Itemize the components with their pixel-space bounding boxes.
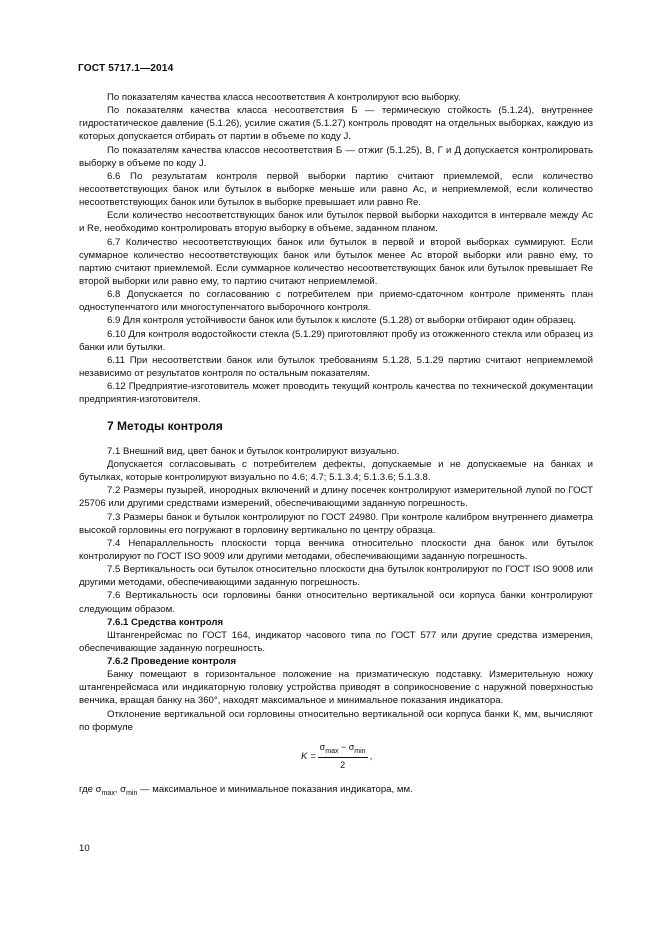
paragraph: По показателям качества классов несоответствия Б — отжиг (5.1.25), В, Г и Д допускается контролировать выборку в объеме по коду J.: [79, 144, 593, 169]
formula: [79, 739, 593, 777]
page-content: [79, 91, 593, 798]
paragraph: 7.5 Вертикальность оси бутылок относительно плоскости дна бутылок контролируют по ГОСТ ISO 9008 или другими методами, обеспечивающими заданную погрешность.: [79, 564, 593, 589]
paragraph: 6.9 Для контроля устойчивости банок или бутылок к кислоте (5.1.28) от выборки отбирают один образец.: [107, 315, 576, 327]
formula-numerator: $\sigma_{max} - \sigma_{min}$: [318, 741, 368, 758]
paragraph: Отклонение вертикальной оси горловины относительно вертикальной оси корпуса банки К, мм, вычисляют по формуле: [79, 708, 593, 733]
paragraph: 7.2 Размеры пузырей, инородных включений и длину посечек контролируют измерительной лупой по ГОСТ 25706 или другими средствами измерений, обеспечивающими заданную погрешность.: [79, 485, 593, 510]
section-title: 7 Методы контроля: [107, 419, 223, 434]
paragraph: 6.11 При несоответствии банок или бутылок требованиям 5.1.28, 5.1.29 партию считают неприемлемой независимо от результатов контроля по остальным показателям.: [79, 354, 593, 379]
formula-legend: где $\sigma_{max}$, $\sigma_{min}$ — максимальное и минимальное показания индикатора, мм.: [79, 783, 413, 797]
paragraph: 7.1 Внешний вид, цвет банок и бутылок контролируют визуально.: [107, 445, 400, 457]
subsection-title: 7.6.2 Проведение контроля: [107, 656, 237, 668]
paragraph: Допускается согласовывать с потребителем дефекты, допускаемые и не допускаемые на банках и бутылках, которые контролируют визуально по 4.6; 4.7; 5.1.3.4; 5.1.3.6; 5.1.3.8.: [79, 458, 593, 484]
paragraph: 6.12 Предприятие-изготовитель может проводить текущий контроль качества по технической документации предприятия-изготовителя.: [79, 381, 593, 406]
paragraph: Если количество несоответствующих банок или бутылок первой выборки находится в интервале между Ас и Re, необходимо контролировать вторую выборку в объеме, заданном планом.: [79, 210, 593, 235]
paragraph: 6.7 Количество несоответствующих банок или бутылок в первой и второй выборках суммируют. Если суммарное количество несоответствующих банок или бутылок менее Ас второй выборки или равно ему, то партию считают приемлемой. Если суммарное количество несоответствующих банок или бутылок превышает Re второй выборки или равно ему, то партию считают неприемлемой.: [79, 236, 593, 287]
paragraph: 6.10 Для контроля водостойкости стекла (5.1.29) приготовляют пробу из отожженного стекла или образец из банки или бутылки.: [79, 328, 593, 353]
paragraph: 6.8 Допускается по согласованию с потребителем при приемо-сдаточном контроле применять план одноступенчатого или многоступенчатого выборочного контроля.: [79, 289, 593, 314]
paragraph: 7.4 Непараллельность плоскости торца венчика относительно плоскости дна банок или бутылок контролируют по ГОСТ ISO 9009 или другими методами, обеспечивающими заданную погрешность.: [79, 537, 593, 562]
paragraph: 7.6 Вертикальность оси горловины банки относительно вертикальной оси корпуса банки контролируют следующим образом.: [79, 590, 593, 615]
subsection-title: 7.6.1 Средства контроля: [107, 616, 224, 628]
paragraph: По показателям качества класса несоответствия Б — термическую стойкость (5.1.24), внутреннее гидростатическое давление (5.1.26), усилие сжатия (5.1.27) контроль проводят на отдельных выборках, каждую из которых допускается отбирать от партии в объеме по коду J.: [79, 105, 593, 143]
paragraph: 7.3 Размеры банок и бутылок контролируют по ГОСТ 24980. При контроле калибром внутреннего диаметра высокой горловины его погружают в горловину вертикально по центру образца.: [79, 511, 593, 536]
paragraph: По показателям качества класса несоответствия А контролируют всю выборку.: [107, 92, 461, 103]
page-number: 10: [79, 843, 90, 854]
formula-lhs: K =: [301, 750, 316, 762]
formula-fraction: [318, 741, 368, 772]
formula-trail: ,: [369, 750, 373, 762]
paragraph: 6.6 По результатам контроля первой выборки партию считают приемлемой, если количество несоответствующих банок или бутылок в выборке меньше или равно Ас, и неприемлемой, если количество несоответствующих банок или бутылок в выборке превышает или равно Re.: [79, 170, 593, 209]
formula-denominator: 2: [340, 760, 346, 771]
paragraph: Банку помещают в горизонтальное положение на призматическую подставку. Измерительную ножку штангенрейсмаса или индикаторную головку устройства приводят в соприкосновение с наружной поверхностью венчика, вращая банку на 360°, находят максимальное и минимальное показания индикатора.: [79, 669, 593, 707]
paragraph: Штангенрейсмас по ГОСТ 164, индикатор часового типа по ГОСТ 577 или другие средства измерения, обеспечивающие заданную погрешность.: [79, 629, 593, 654]
document-header: ГОСТ 5717.1—2014: [78, 63, 174, 74]
